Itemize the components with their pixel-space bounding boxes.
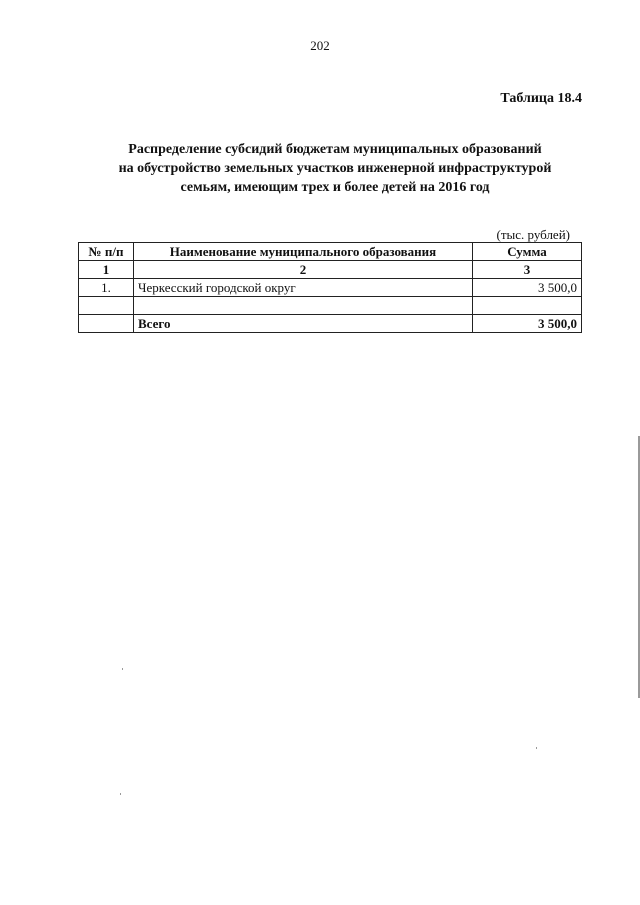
- title-line-3: семьям, имеющим трех и более детей на 2016 год: [180, 180, 490, 195]
- page-number: 202: [310, 38, 330, 53]
- subsidy-table: [78, 242, 582, 333]
- table-total-row: [79, 315, 582, 333]
- row-number: [79, 297, 134, 315]
- table-index-row: [79, 261, 582, 279]
- index-cell-1: 1: [79, 261, 134, 279]
- index-cell-3: 3: [473, 261, 582, 279]
- title-line-2: на обустройство земельных участков инженерной инфраструктурой: [118, 161, 552, 176]
- row-municipality: [134, 297, 473, 315]
- document-title: [70, 140, 600, 197]
- row-number: 1.: [79, 279, 134, 297]
- table-header-row: [79, 243, 582, 261]
- units-label: (тыс. рублей): [496, 227, 570, 242]
- index-cell-2: 2: [134, 261, 473, 279]
- header-municipality: Наименование муниципального образования: [134, 243, 473, 261]
- title-line-1: Распределение субсидий бюджетам муниципальных образований: [128, 142, 542, 157]
- header-sum: Сумма: [473, 243, 582, 261]
- table-row: [79, 279, 582, 297]
- table-row-empty: [79, 297, 582, 315]
- row-sum: [473, 297, 582, 315]
- row-sum: 3 500,0: [473, 279, 582, 297]
- row-municipality: Черкесский городской округ: [134, 279, 473, 297]
- scan-dot: [120, 793, 121, 795]
- scan-dot: [122, 668, 123, 670]
- header-number: № п/п: [79, 243, 134, 261]
- scan-dot: [536, 747, 537, 749]
- table-label: Таблица 18.4: [500, 91, 582, 106]
- total-sum: 3 500,0: [473, 315, 582, 333]
- total-label: Всего: [134, 315, 473, 333]
- total-number: [79, 315, 134, 333]
